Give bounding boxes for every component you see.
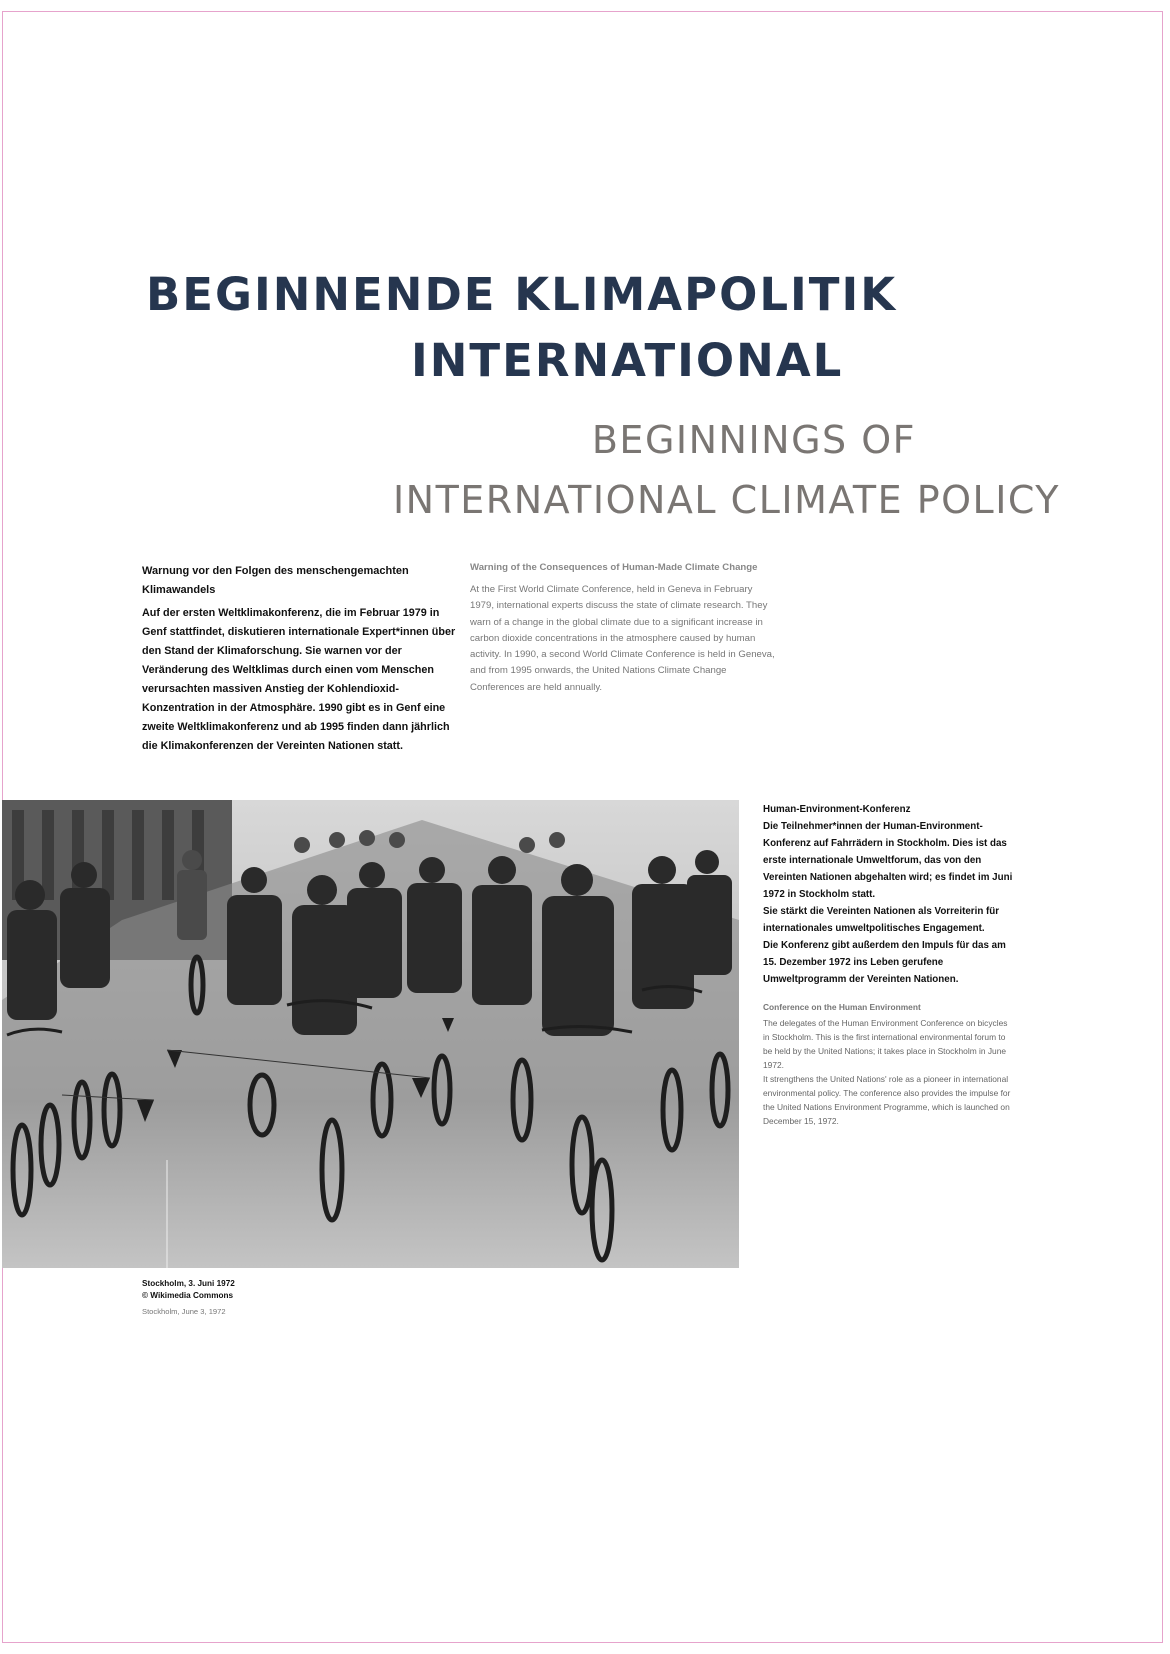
aside-english-heading: Conference on the Human Environment: [763, 1002, 921, 1012]
section-german: [142, 562, 462, 756]
aside-german-paragraph-3: Die Konferenz gibt außerdem den Impuls für das am 15. Dezember 1972 ins Leben gerufene Umweltprogramm der Vereinten Nationen.: [763, 940, 1006, 985]
title-german: [146, 262, 906, 394]
photo-cyclists-stockholm: [2, 800, 739, 1268]
aside-german: [763, 801, 1013, 988]
title-german-line-1: BEGINNENDE KLIMAPOLITIK: [146, 268, 898, 321]
section-english: [470, 560, 775, 696]
aside-english-paragraph-1: The delegates of the Human Environment Conference on bicycles in Stockholm. This is the first international environmental forum to be held by the United Nations; it takes place in Stockholm in June 1972.: [763, 1018, 1008, 1070]
title-english-line-2: INTERNATIONAL CLIMATE POLICY: [392, 478, 1060, 522]
aside-english-paragraph-2: It strengthens the United Nations' role as a pioneer in international environmental policy. The conference also provides the impulse for the United Nations Environment Programme, which is launched on December 15, 1972.: [763, 1074, 1011, 1126]
photo-caption-place-date: Stockholm, 3. Juni 1972: [142, 1279, 235, 1288]
section-english-body: At the First World Climate Conference, held in Geneva in February 1979, international experts discuss the state of climate research. They warn of a change in the global climate due to a significant increase in carbon dioxide concentrations in the atmosphere caused by human activity. In 1990, a second World Climate Conference is held in Geneva, and from 1995 onwards, the United Nations Climate Change Conferences are held annually.: [470, 584, 775, 693]
photo-caption: [142, 1278, 442, 1302]
section-german-body: Auf der ersten Weltklimakonferenz, die im Februar 1979 in Genf stattfindet, diskutieren internationale Expert*innen über den Stand der Klimaforschung. Sie warnen vor der Veränderung des Weltklimas durch einen vom Menschen verursachten massiven Anstieg der Kohlendioxid-Konzentration in der Atmosphäre. 1990 gibt es in Genf eine zweite Weltklimakonferenz und ab 1995 finden dann jährlich die Klimakonferenzen der Vereinten Nationen statt.: [142, 607, 456, 752]
aside-german-heading: Human-Environment-Konferenz: [763, 804, 911, 815]
photo-caption-english: Stockholm, June 3, 1972: [142, 1307, 226, 1316]
aside-english: [763, 1000, 1013, 1128]
photo-caption-credit: © Wikimedia Commons: [142, 1291, 234, 1300]
section-german-heading: Warnung vor den Folgen des menschengemachten Klimawandels: [142, 565, 409, 596]
title-english-line-1: BEGINNINGS OF: [591, 418, 916, 462]
title-german-line-2: INTERNATIONAL: [411, 334, 844, 387]
aside-german-paragraph-1: Die Teilnehmer*innen der Human-Environment-Konferenz auf Fahrrädern in Stockholm. Dies ist das erste internationale Umweltforum, das von den Vereinten Nationen abgehalten wird; es findet im Juni 1972 in Stockholm statt.: [763, 821, 1013, 900]
aside-german-paragraph-2: Sie stärkt die Vereinten Nationen als Vorreiterin für internationales umweltpolitisches Engagement.: [763, 906, 1000, 934]
section-english-heading: Warning of the Consequences of Human-Made Climate Change: [470, 562, 758, 573]
title-english: [300, 410, 1060, 530]
photo-illustration: [2, 800, 739, 1268]
